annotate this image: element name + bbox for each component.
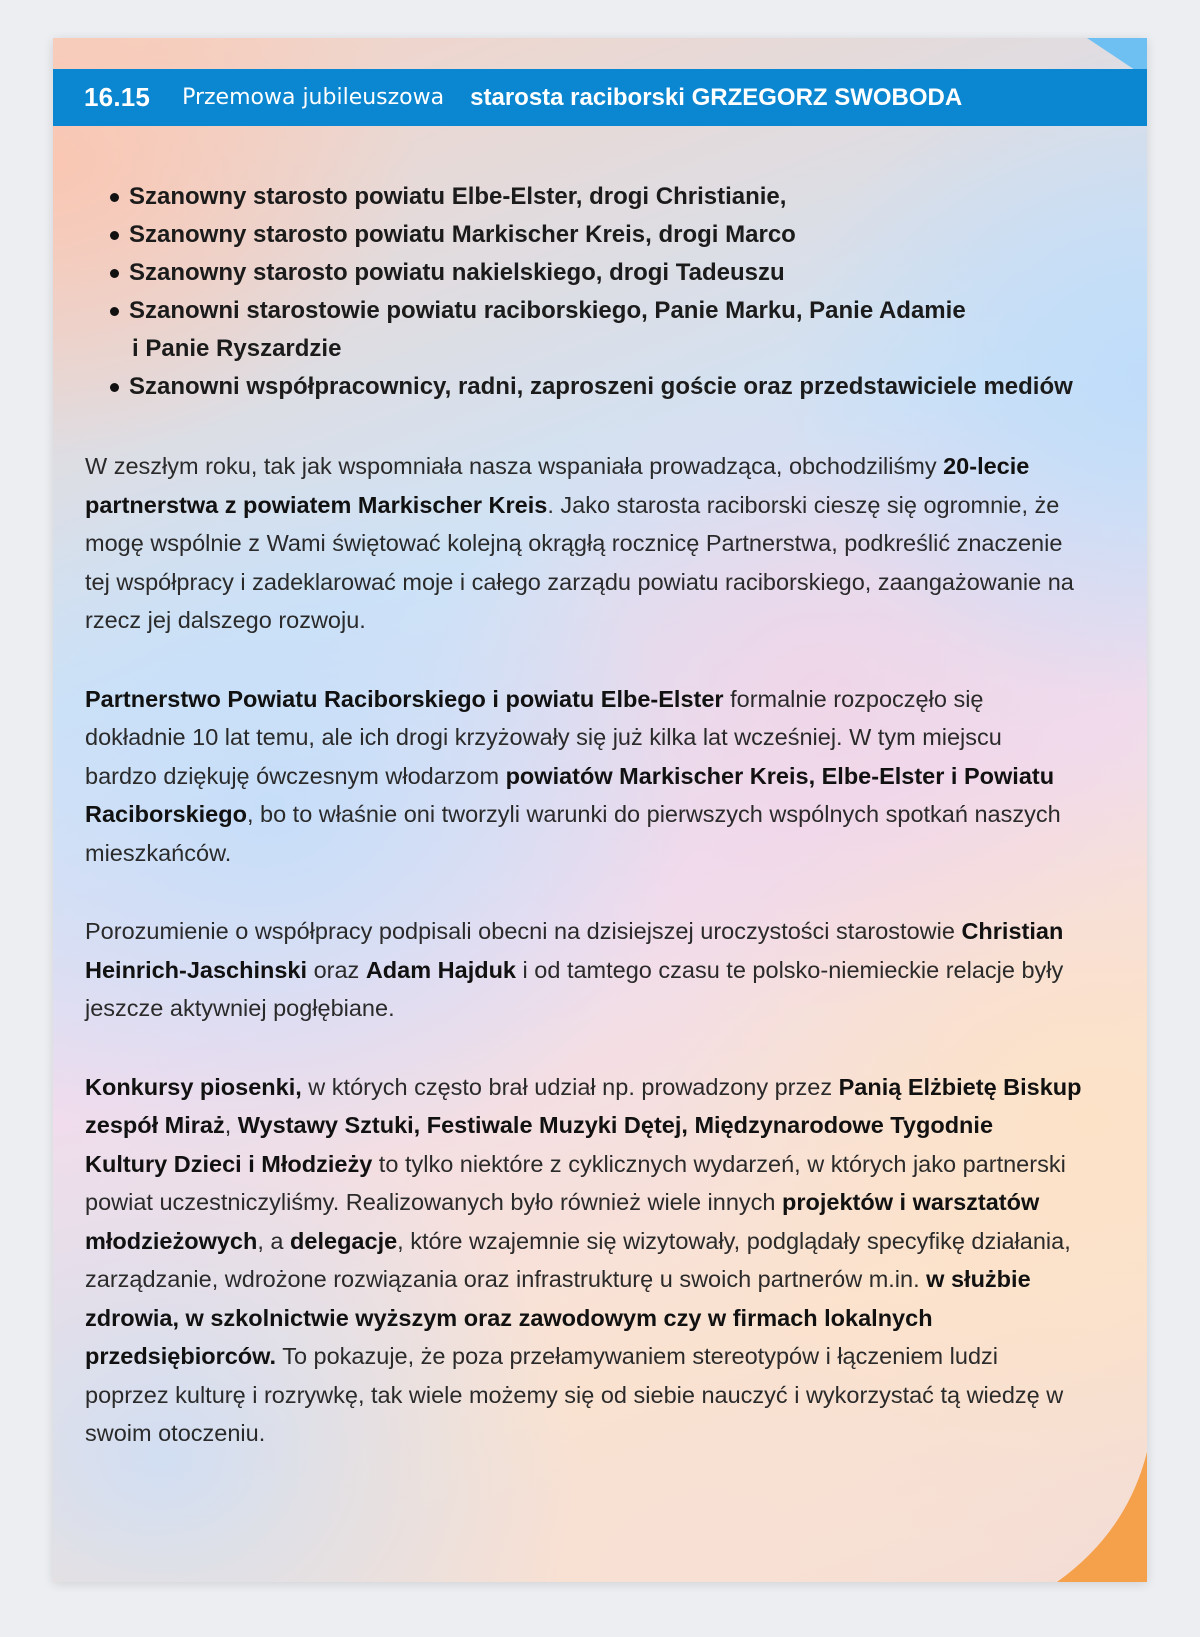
paragraph-text: poprzez kulturę i rozrywkę, tak wiele możemy się od siebie nauczyć i wykorzystać tą wiedzę w [85, 1381, 1064, 1408]
document-page [53, 38, 1147, 1582]
paragraph-text: to tylko niektóre z cyklicznych wydarzeń, w których jako partnerski [372, 1150, 1066, 1177]
paragraph-text: powiat uczestniczyliśmy. Realizowanych było również wiele innych [85, 1189, 783, 1215]
paragraph-emphasis: Konkursy piosenki, [85, 1073, 302, 1100]
list-item: Szanowny starosto powiatu Markischer Kreis, drogi Marco [129, 216, 1125, 254]
paragraph-emphasis: Partnerstwo Powiatu Raciborskiego i powiatu Elbe-Elster [85, 685, 724, 712]
paragraph-text: , bo to właśnie oni tworzyli warunki do pierwszych wspólnych spotkań naszych [246, 801, 1061, 827]
speech-content [85, 178, 1125, 1453]
paragraph-events [85, 1068, 1125, 1453]
paragraph-text: oraz [307, 956, 366, 983]
paragraph-text: bardzo dziękuję ówczesnym włodarzom [85, 762, 506, 789]
paragraph-emphasis: Raciborskiego [85, 801, 247, 827]
paragraph-text: , które wzajemnie się wizytowały, podglądały specyfikę działania, [397, 1227, 1071, 1254]
paragraph-text: rzecz jej dalszego rozwoju. [85, 607, 366, 633]
paragraph-text: Porozumienie o współpracy podpisali obecni na dzisiejszej uroczystości starostowie [85, 918, 962, 944]
paragraph-text: zarządzanie, wdrożone rozwiązania oraz infrastrukturę u swoich partnerów m.in. [85, 1266, 927, 1292]
paragraph-text: , [224, 1112, 238, 1138]
paragraph-emphasis: Wystawy Sztuki, Festiwale Muzyki Dętej, Międzynarodowe Tygodnie [237, 1112, 994, 1138]
paragraph-emphasis: partnerstwa z powiatem Markischer Kreis [85, 491, 548, 518]
paragraph-text: mogę wspólnie z Wami świętować kolejną okrągłą rocznicę Partnerstwa, podkreślić znaczenie [85, 530, 1063, 556]
paragraph-text: , a [257, 1227, 291, 1254]
paragraph-emphasis: młodzieżowych [85, 1227, 258, 1254]
paragraph-text: mieszkańców. [85, 839, 232, 866]
greetings-list [85, 178, 1125, 406]
paragraph-text: tej współpracy i zadeklarować moje i całego zarządu powiatu raciborskiego, zaangażowanie na [85, 568, 1074, 595]
paragraph-text: . Jako starosta raciborski cieszę się ogromnie, że [547, 491, 1060, 518]
paragraph-emphasis: Adam Hajduk [365, 956, 516, 983]
paragraph-emphasis: delegacje [290, 1227, 398, 1254]
paragraph-text: i od tamtego czasu te polsko-niemieckie relacje były [516, 956, 1064, 983]
paragraph-emphasis: zespół Miraż [85, 1112, 225, 1138]
paragraph-text: w których często brał udział np. prowadzony przez [301, 1073, 839, 1100]
paragraph-emphasis: projektów i warsztatów [782, 1189, 1040, 1215]
list-item [129, 292, 1125, 368]
paragraph-emphasis: Panią Elżbietę Biskup [838, 1073, 1082, 1100]
paragraph-text: W zeszłym roku, tak jak wspomniała nasza wspaniała prowadząca, obchodziliśmy [85, 453, 944, 479]
list-item: Szanowny starosto powiatu nakielskiego, drogi Tadeuszu [129, 254, 1125, 292]
paragraph-emphasis: zdrowia, w szkolnictwie wyższym oraz zawodowym czy w firmach lokalnych [85, 1304, 933, 1331]
paragraph-text: To pokazuje, że poza przełamywaniem stereotypów i łączeniem ludzi [276, 1343, 998, 1369]
event-time: 16.15 [84, 82, 151, 112]
paragraph-emphasis: Heinrich-Jaschinski [85, 956, 308, 983]
paragraph-emphasis: Christian [961, 918, 1064, 944]
event-title: Przemowa jubileuszowa [182, 85, 445, 110]
corner-decoration-bottom [1057, 1452, 1147, 1582]
paragraph-emphasis: 20-lecie [943, 453, 1030, 479]
paragraph-text: dokładnie 10 lat temu, ale ich drogi krzyżowały się już kilka lat wcześniej. W tym miejscu [85, 724, 1002, 750]
paragraph-text: swoim otoczeniu. [85, 1420, 266, 1446]
list-item-continuation: i Panie Ryszardzie [132, 335, 342, 362]
paragraph-partnership [85, 680, 1125, 873]
paragraph-text: formalnie rozpoczęło się [723, 685, 984, 712]
paragraph-emphasis: Kultury Dzieci i Młodzieży [85, 1150, 373, 1177]
list-item: Szanowny starosto powiatu Elbe-Elster, drogi Christianie, [129, 178, 1125, 216]
list-item-line: Szanowni starostowie powiatu raciborskiego, Panie Marku, Panie Adamie [129, 297, 966, 324]
paragraph-emphasis: przedsiębiorców. [85, 1343, 277, 1369]
paragraph-agreement [85, 912, 1125, 1028]
paragraph-text: jeszcze aktywniej pogłębiane. [85, 995, 395, 1021]
paragraph-emphasis: w służbie [926, 1266, 1031, 1292]
paragraph-emphasis: powiatów Markischer Kreis, Elbe-Elster i Powiatu [505, 762, 1055, 789]
list-item: Szanowni współpracownicy, radni, zaproszeni goście oraz przedstawiciele mediów [129, 368, 1125, 406]
header-bar [53, 69, 1147, 126]
event-speaker: starosta raciborski GRZEGORZ SWOBODA [470, 83, 963, 111]
paragraph-anniversary [85, 447, 1125, 640]
